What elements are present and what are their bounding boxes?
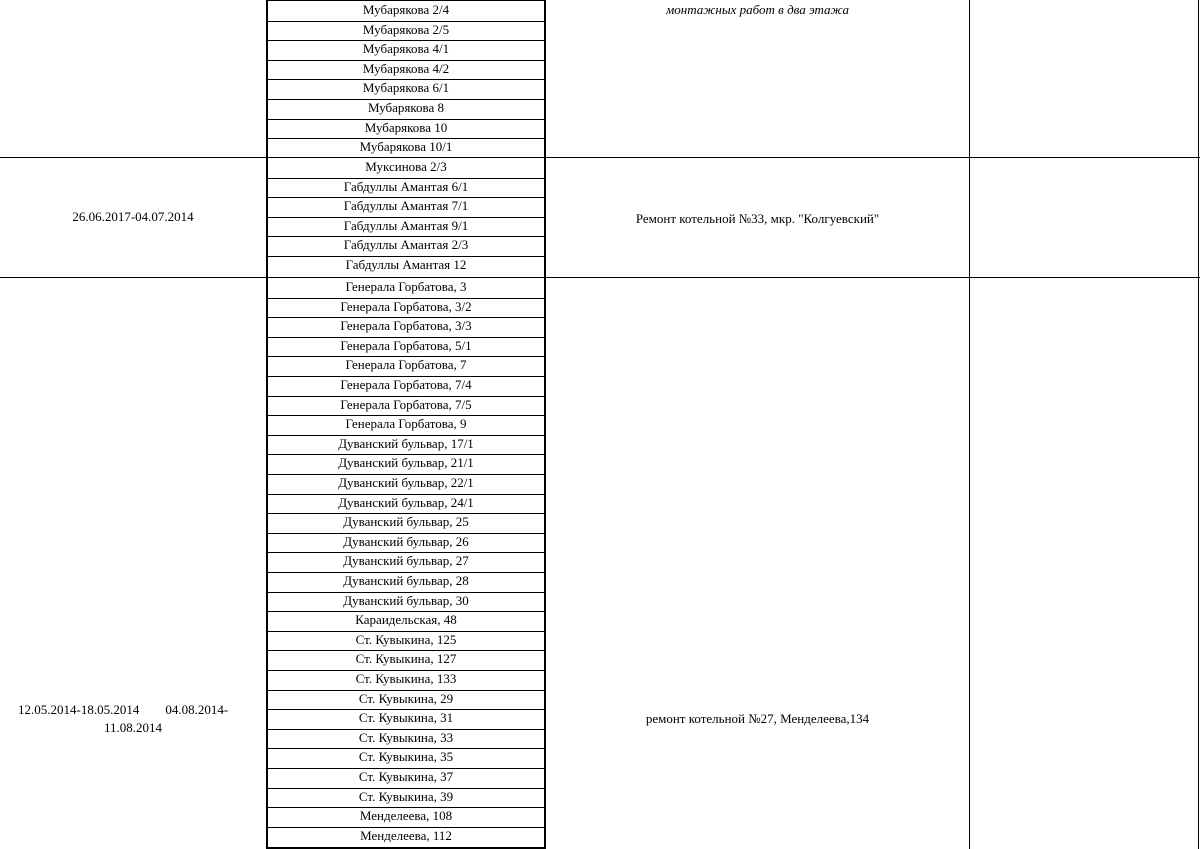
address-row: Мубарякова 8 [367, 100, 445, 115]
address-row: Менделеева, 112 [360, 827, 452, 843]
address-row-divider [266, 217, 546, 218]
address-row: Мубарякова 2/5 [362, 21, 450, 37]
address-row: Дуванский бульвар, 30 [343, 592, 469, 608]
address-row-divider [266, 729, 546, 730]
address-row-divider [266, 572, 546, 573]
address-row-divider [266, 60, 546, 61]
address-row-divider [266, 236, 546, 237]
address-row: Дуванский бульвар, 17/1 [338, 435, 474, 451]
address-row-divider [266, 827, 546, 828]
section-3-date-line2: 11.08.2014 [103, 720, 163, 735]
address-row-divider [266, 494, 546, 495]
address-row-divider [266, 631, 546, 632]
address-row: Ст. Кувыкина, 133 [355, 671, 457, 686]
address-row-divider [266, 99, 546, 100]
address-row: Мубарякова 6/1 [362, 80, 450, 96]
address-row: Ст. Кувыкина, 125 [355, 631, 457, 647]
address-row-divider [266, 396, 546, 397]
address-row: Менделеева, 108 [359, 808, 453, 824]
address-row: Габдуллы Амантая 9/1 [343, 217, 469, 233]
address-row-divider [266, 454, 546, 455]
address-row-divider [266, 256, 546, 257]
address-row-divider [266, 533, 546, 534]
address-row-divider [266, 513, 546, 514]
address-row-divider [266, 415, 546, 416]
address-row: Ст. Кувыкина, 37 [358, 769, 454, 784]
address-row: Генерала Горбатова, 7 [345, 357, 467, 373]
address-row: Генерала Горбатова, 7/4 [340, 377, 472, 392]
address-row-divider [266, 611, 546, 612]
address-row-divider [266, 298, 546, 299]
address-row: Генерала Горбатова, 5/1 [340, 337, 472, 353]
address-row: Дуванский бульвар, 24/1 [338, 494, 474, 510]
address-row: Мубарякова 4/2 [362, 60, 450, 76]
address-row-divider [266, 197, 546, 198]
address-row: Дуванский бульвар, 25 [343, 514, 469, 530]
section-1-description: монтажных работ в два этажа [666, 2, 849, 17]
address-row: Ст. Кувыкина, 33 [358, 729, 454, 745]
section-divider-2 [0, 277, 1200, 278]
address-row-divider [266, 435, 546, 436]
address-row: Генерала Горбатова, 3/3 [340, 318, 472, 334]
address-row: Дуванский бульвар, 22/1 [338, 475, 474, 490]
address-row: Дуванский бульвар, 26 [343, 533, 469, 549]
address-row: Мубарякова 2/4 [362, 2, 450, 17]
section-2-date: 26.06.2017-04.07.2014 [72, 209, 194, 224]
address-row-divider [266, 376, 546, 377]
address-row-divider [266, 670, 546, 671]
address-row: Ст. Кувыкина, 31 [358, 710, 454, 726]
address-row-divider [266, 178, 546, 179]
address-row: Генерала Горбатова, 3 [345, 279, 467, 294]
address-row-divider [266, 552, 546, 553]
address-row-divider [266, 788, 546, 789]
address-row-divider [266, 138, 546, 139]
address-row: Генерала Горбатова, 3/2 [340, 298, 472, 314]
address-row: Дуванский бульвар, 21/1 [338, 455, 474, 471]
address-row-divider [266, 768, 546, 769]
address-row: Мубарякова 10/1 [359, 139, 453, 155]
address-row-divider [266, 474, 546, 475]
address-row-divider [266, 356, 546, 357]
address-row: Мубарякова 10 [364, 119, 448, 135]
address-row-divider [266, 650, 546, 651]
address-row-divider [266, 40, 546, 41]
address-row-divider [266, 709, 546, 710]
address-row-divider [266, 21, 546, 22]
address-row-divider [266, 79, 546, 80]
section-2-description: Ремонт котельной №33, мкр. "Колгуевский" [635, 211, 880, 226]
column-divider-description-right [969, 0, 970, 849]
section-divider-1 [0, 157, 1200, 158]
address-row: Караидельская, 48 [355, 612, 457, 628]
address-row-divider [266, 690, 546, 691]
address-row: Дуванский бульвар, 27 [343, 553, 469, 569]
address-row: Генерала Горбатова, 9 [345, 416, 467, 432]
address-row-divider [266, 119, 546, 120]
address-row: Габдуллы Амантая 7/1 [343, 198, 469, 214]
address-row-divider [266, 592, 546, 593]
address-row: Генерала Горбатова, 7/5 [340, 396, 472, 412]
address-row-divider [266, 807, 546, 808]
address-row-divider [266, 337, 546, 338]
address-row: Ст. Кувыкина, 35 [358, 749, 454, 765]
address-row: Ст. Кувыкина, 127 [355, 651, 457, 667]
section-3-date-line1: 12.05.2014-18.05.2014 04.08.2014- [18, 702, 229, 717]
page-right-border [1198, 0, 1199, 849]
address-row: Мубарякова 4/1 [362, 41, 450, 57]
address-column-top-border [266, 0, 546, 1]
address-row: Ст. Кувыкина, 29 [358, 690, 454, 706]
section-3-description: ремонт котельной №27, Менделеева,134 [645, 711, 870, 726]
address-row: Габдуллы Амантая 2/3 [343, 237, 469, 253]
address-row: Габдуллы Амантая 6/1 [343, 178, 469, 194]
address-row: Габдуллы Амантая 12 [345, 257, 467, 272]
address-row: Ст. Кувыкина, 39 [358, 788, 454, 804]
address-row-divider [266, 317, 546, 318]
address-row: Муксинова 2/3 [365, 159, 447, 174]
address-row-divider [266, 748, 546, 749]
address-row: Дуванский бульвар, 28 [343, 573, 469, 588]
